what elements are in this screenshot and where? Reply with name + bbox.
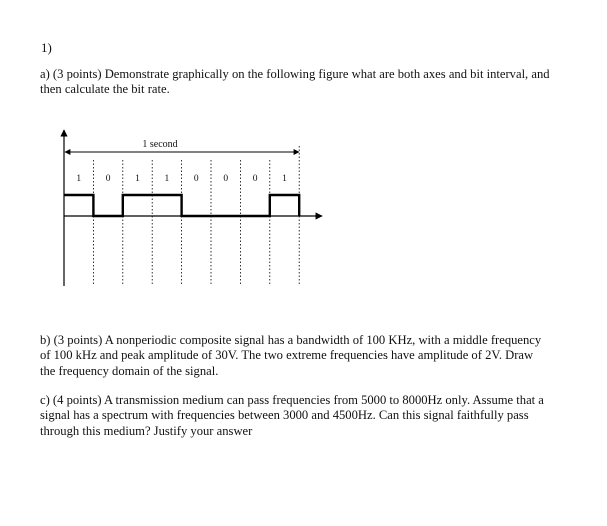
- bit-label: 1: [135, 174, 140, 184]
- bit-labels: [76, 174, 287, 184]
- bit-label: 0: [193, 174, 199, 184]
- part-a-text: a) (3 points) Demonstrate graphically on the following figure what are both axes and bit interval, and then calculate the bit rate.: [40, 67, 550, 97]
- question-number: 1): [41, 40, 52, 55]
- bit-label: 1: [164, 174, 170, 184]
- bit-label: 0: [105, 174, 111, 184]
- signal-waveform: [64, 195, 299, 216]
- bit-label: 1: [76, 174, 82, 184]
- bit-interval-gridlines: [93, 146, 299, 286]
- part-b-text: b) (3 points) A nonperiodic composite signal has a bandwidth of 100 KHz, with a middle frequency of 100 kHz and peak amplitude of 30V. The two extreme frequencies have amplitude of 2V. Draw the frequency domain of the signal.: [40, 333, 542, 378]
- bit-label: 0: [252, 174, 258, 184]
- bit-label: 0: [223, 174, 229, 184]
- duration-label: 1 second: [142, 139, 178, 150]
- bit-label: 1: [282, 174, 287, 184]
- part-c-text: c) (4 points) A transmission medium can pass frequencies from 5000 to 8000Hz only. Assume that a signal has a spectrum with frequencies between 3000 and 4500Hz. Can this signal faithfully pass through this medium? Justify your answer: [40, 393, 544, 438]
